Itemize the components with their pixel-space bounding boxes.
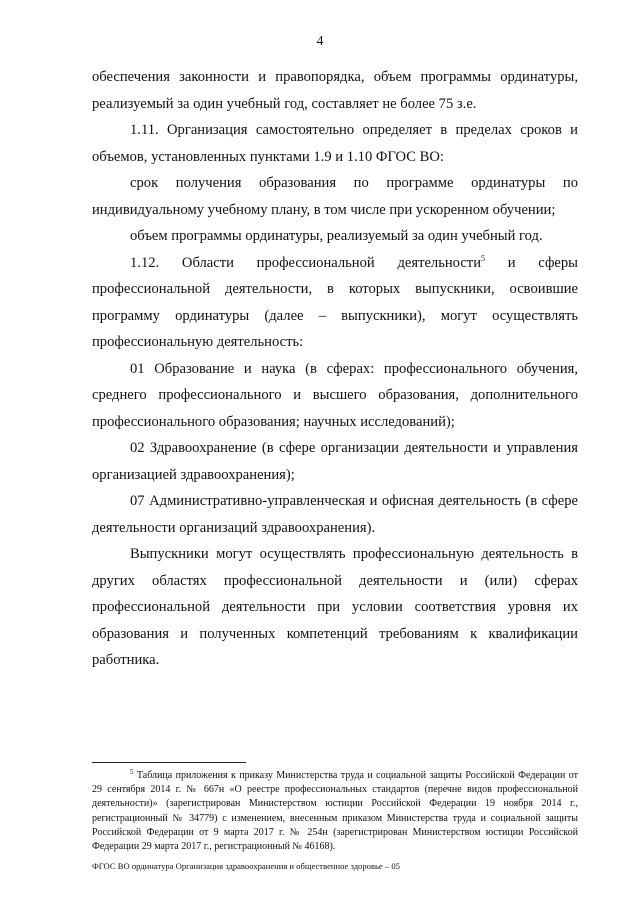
paragraph-area-01: 01 Образование и наука (в сферах: профессионального обучения, среднего профессионального и высшего образования, дополнительного профессионального образования; научных исследований); <box>92 360 578 430</box>
paragraph-continuation: обеспечения законности и правопорядка, объем программы ординатуры, реализуемый за один учебный год, составляет не более 75 з.е. <box>92 69 578 112</box>
footnote-text: Таблица приложения к приказу Министерства труда и социальной защиты Российской Федерации от 29 сентября 2014 г. № 667н «О реестре профессиональных стандартов (перечне видов профессиональной деятельности)» (зарегистрирован Министерством юстиции Российской Федерации 19 ноября 2014 г., регистрационный № 34779) с изменением, внесенным приказом Министерства труда и социальной защиты Российской Федерации от 9 марта 2017 г. № 254н (зарегистрирован Министерством юстиции Российской Федерации 29 марта 2017 г., регистрационный № 46168). <box>92 770 579 853</box>
body-text <box>92 64 578 674</box>
page-number: 4 <box>316 34 324 49</box>
footnote-separator <box>92 762 246 763</box>
footnote-marker: 5 <box>130 768 134 776</box>
paragraph-graduates: Выпускники могут осуществлять профессиональную деятельность в других областях профессиональной деятельности и (или) сферах профессиональной деятельности при условии соответствия уровня их образования и полученных компетенций требованиям к квалификации работника. <box>92 546 578 668</box>
footnote <box>92 769 578 854</box>
paragraph-area-07: 07 Административно-управленческая и офисная деятельность (в сфере деятельности организаций здравоохранения). <box>92 493 578 536</box>
paragraph-1-12 <box>92 250 578 356</box>
paragraph-term: срок получения образования по программе ординатуры по индивидуальному учебному плану, в том числе при ускоренном обучении; <box>92 175 578 218</box>
paragraph-1-11: 1.11. Организация самостоятельно определяет в пределах сроков и объемов, установленных пунктами 1.9 и 1.10 ФГОС ВО: <box>92 122 578 165</box>
paragraph-volume: объем программы ординатуры, реализуемый за один учебный год. <box>130 228 543 244</box>
paragraph-area-02: 02 Здравоохранение (в сфере организации деятельности и управления организацией здравоохранения); <box>92 440 578 483</box>
paragraph-1-12-tail: и сферы профессиональной деятельности, в которых выпускники, освоившие программу ординатуры (далее – выпускники), могут осуществлять профессиональную деятельность: <box>92 254 578 350</box>
footnote-reference: 5 <box>481 253 485 263</box>
paragraph-1-12-head: 1.12. Области профессиональной деятельности <box>130 254 481 271</box>
document-footer: ФГОС ВО ординатура Организация здравоохранения и общественное здоровье – 05 <box>92 861 400 871</box>
